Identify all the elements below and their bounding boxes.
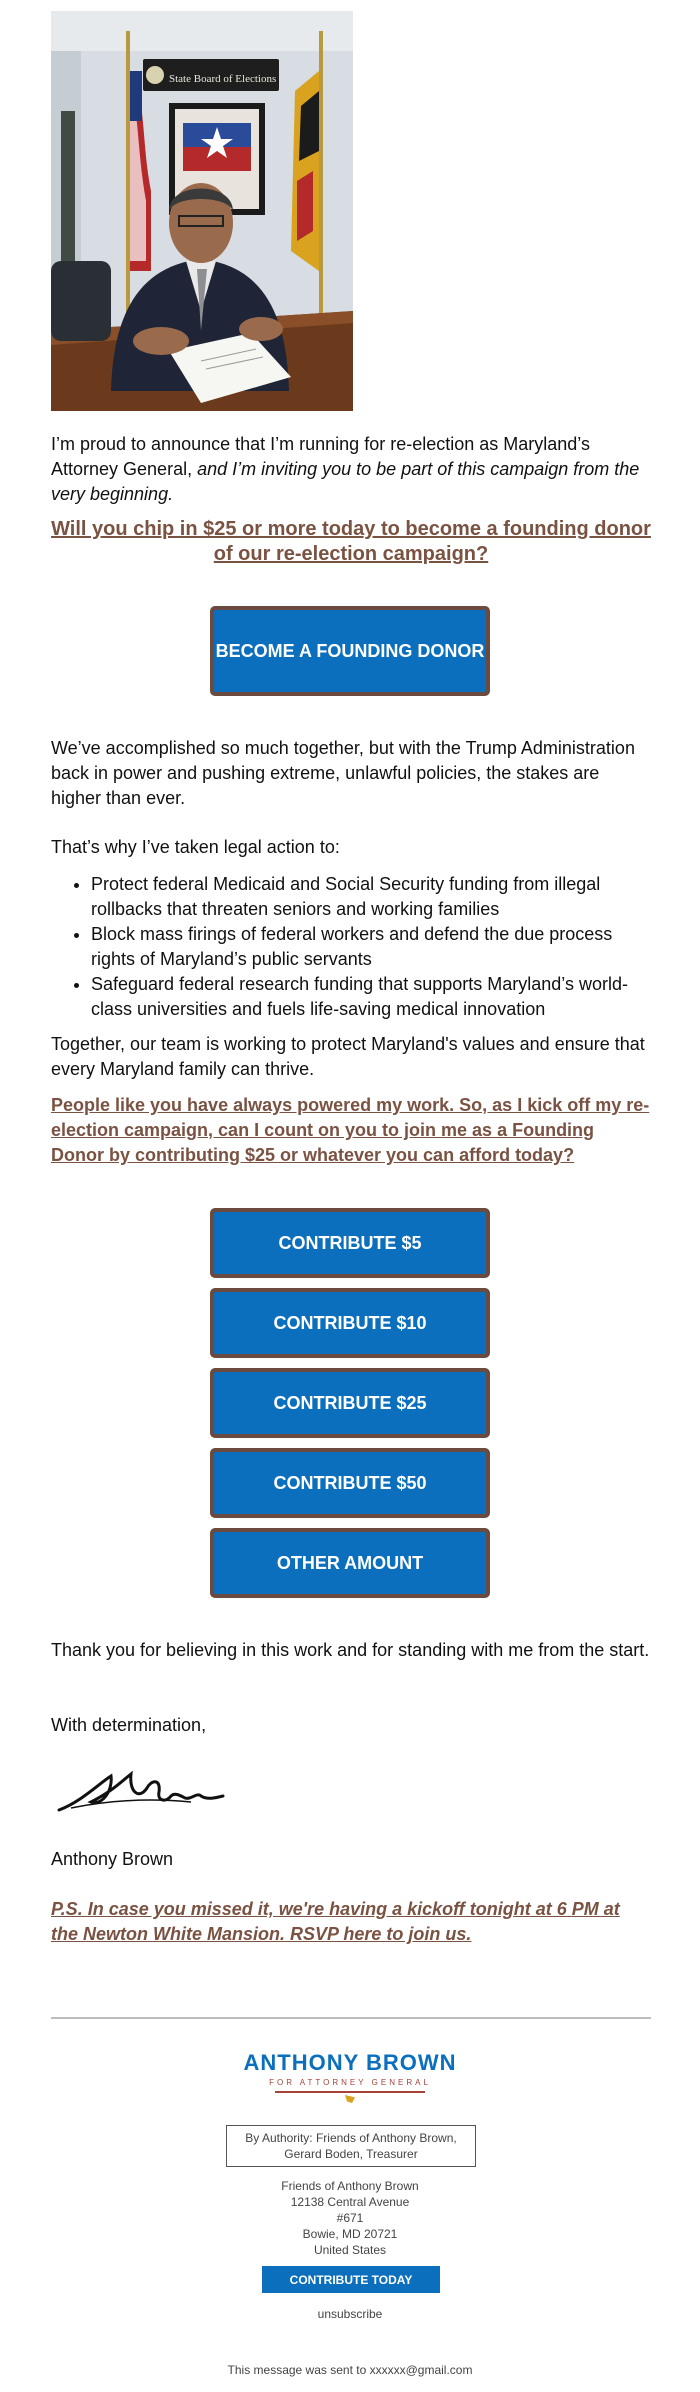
authority-box xyxy=(226,2125,476,2167)
contribute-today-button[interactable]: CONTRIBUTE TODAY xyxy=(262,2266,440,2293)
intro-italic-text: and I’m inviting you to be part of this campaign from the very beginning. xyxy=(51,459,640,504)
accomplished-paragraph: We’ve accomplished so much together, but with the Trump Administration back in power and pushing extreme, unlawful policies, the stakes are higher than ever. xyxy=(51,738,635,808)
intro-paragraph xyxy=(51,432,651,507)
address-line: #671 xyxy=(336,2211,364,2225)
ask-link[interactable]: Will you chip in $25 or more today to become a founding donor of our re-election campaign? xyxy=(51,518,651,565)
address-line: 12138 Central Avenue xyxy=(290,2195,410,2209)
legal-action-list xyxy=(51,872,651,1022)
thanks-paragraph: Thank you for believing in this work and for standing with me from the start. xyxy=(51,1640,650,1660)
sign-text: State Board of Elections xyxy=(169,73,277,85)
contribute-25-button[interactable]: CONTRIBUTE $25 xyxy=(210,1368,490,1438)
candidate-photo xyxy=(51,11,353,411)
logo-name: ANTHONY BROWN xyxy=(243,2050,457,2075)
list-item: • Safeguard federal research funding that supports Maryland’s world-class universities and fuels life-saving medical innovation xyxy=(91,972,651,1022)
candidate-photo-illustration xyxy=(51,11,353,411)
legal-intro: That’s why I’ve taken legal action to: xyxy=(51,837,340,857)
unsubscribe-link[interactable]: unsubscribe xyxy=(317,2307,383,2321)
signature-name: Anthony Brown xyxy=(51,1849,174,1869)
footer-address xyxy=(0,2178,700,2258)
address-line: United States xyxy=(313,2243,387,2257)
ps-link[interactable]: P.S. In case you missed it, we're having a kickoff tonight at 6 PM at the Newton White Mansion. RSVP here to join us. xyxy=(51,1899,620,1944)
address-line: Bowie, MD 20721 xyxy=(302,2227,398,2241)
become-founding-donor-button[interactable]: BECOME A FOUNDING DONOR xyxy=(210,606,490,696)
campaign-logo xyxy=(0,2050,700,2103)
authority-line: Gerard Boden, Treasurer xyxy=(284,2147,418,2161)
list-item: • Block mass firings of federal workers and defend the due process rights of Maryland’s public servants xyxy=(91,922,651,972)
contribute-50-button[interactable]: CONTRIBUTE $50 xyxy=(210,1448,490,1518)
logo-subtitle: FOR ATTORNEY GENERAL xyxy=(269,2078,431,2087)
maryland-icon xyxy=(345,2095,355,2103)
contribute-5-button[interactable]: CONTRIBUTE $5 xyxy=(210,1208,490,1278)
sent-to-text: This message was sent to xxxxxx@gmail.com xyxy=(227,2363,473,2377)
closing-text: With determination, xyxy=(51,1715,207,1735)
authority-line: By Authority: Friends of Anthony Brown, xyxy=(245,2131,457,2145)
footer-divider xyxy=(51,2017,651,2019)
list-item: • Protect federal Medicaid and Social Security funding from illegal rollbacks that threaten seniors and working families xyxy=(91,872,651,922)
address-line: Friends of Anthony Brown xyxy=(281,2179,419,2193)
other-amount-button[interactable]: OTHER AMOUNT xyxy=(210,1528,490,1598)
logo-underline xyxy=(275,2091,425,2093)
people-like-you-link[interactable]: People like you have always powered my work. So, as I kick off my re-election campaign, can I count on you to join me as a Founding Donor by contributing $25 or whatever you can afford today? xyxy=(51,1095,650,1165)
signature-image xyxy=(51,1762,241,1822)
contribute-10-button[interactable]: CONTRIBUTE $10 xyxy=(210,1288,490,1358)
together-paragraph: Together, our team is working to protect Maryland's values and ensure that every Maryland family can thrive. xyxy=(51,1034,645,1079)
intro-text: I’m proud to announce that I’m running for re-election as Maryland’s Attorney General, xyxy=(51,434,590,479)
